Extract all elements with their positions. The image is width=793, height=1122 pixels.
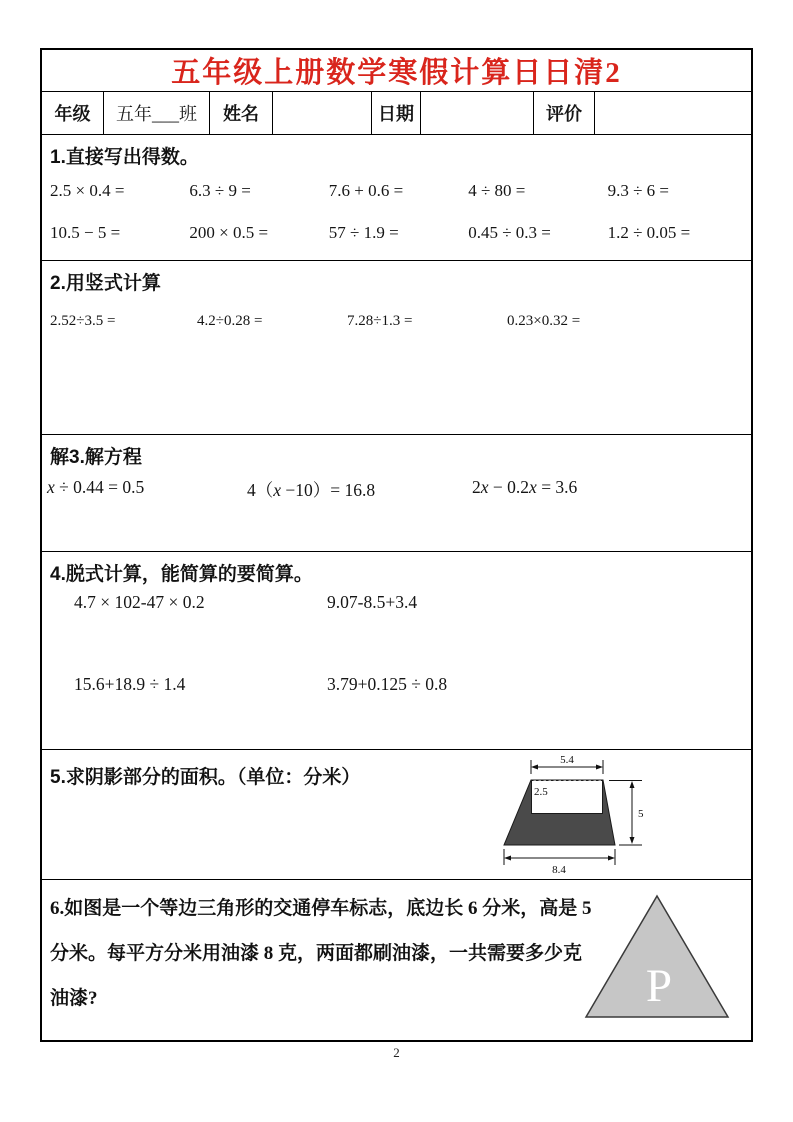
top-width-label: 5.4: [560, 754, 574, 766]
eval-label-cell: [534, 92, 595, 134]
name-label: 姓名: [223, 104, 259, 124]
page-title: 五年级上册数学寒假计算日日清2: [171, 57, 622, 89]
problem-item: 9.07-8.5+3.4: [327, 592, 418, 612]
date-label-cell: [372, 92, 421, 134]
problem-item: 9.3 ÷ 6 =: [607, 181, 670, 200]
section-4-step-calc: [42, 552, 751, 750]
problem-item: 7.6 + 0.6 =: [328, 181, 404, 200]
date-value-cell: [421, 92, 534, 134]
section-5-shaded-area: [42, 750, 751, 880]
height-label: 5: [638, 808, 644, 820]
title-row: [42, 50, 751, 92]
problem-text-line: 6.如图是一个等边三角形的交通停车标志，底边长 6 分米，高是 5: [50, 898, 592, 919]
grade-label: 年级: [54, 104, 91, 124]
info-header-row: [42, 92, 751, 135]
section-4-row-1: [74, 592, 417, 613]
section-3-heading: 解3.解方程: [50, 447, 142, 468]
worksheet-table: [40, 48, 753, 1042]
problem-item: 0.23×0.32 =: [507, 313, 581, 329]
equation-item: 4（x −10）= 16.8: [247, 480, 376, 500]
parking-sign-triangle-figure: [582, 892, 734, 1022]
inner-height-label: 2.5: [534, 786, 548, 798]
problem-item: 10.5 − 5 =: [50, 223, 121, 242]
section-1-row-2: [50, 223, 747, 243]
section-1-heading: 1.直接写出得数。: [50, 147, 199, 168]
section-4-heading: 4.脱式计算，能简算的要简算。: [50, 564, 313, 585]
date-label: 日期: [378, 104, 414, 124]
problem-item: 200 × 0.5 =: [189, 223, 269, 242]
problem-item: 6.3 ÷ 9 =: [189, 181, 251, 200]
section-3-equations: [42, 435, 751, 552]
problem-item: 0.45 ÷ 0.3 =: [468, 223, 551, 242]
problem-item: 15.6+18.9 ÷ 1.4: [74, 674, 186, 694]
problem-item: 57 ÷ 1.9 =: [328, 223, 399, 242]
name-value-cell: [273, 92, 372, 134]
eval-value-cell: [595, 92, 751, 134]
problem-item: 2.52÷3.5 =: [50, 313, 116, 329]
section-1-mental-math: [42, 135, 751, 261]
grade-value-cell: [104, 92, 210, 134]
problem-text-line: 分米。每平方分米用油漆 8 克，两面都刷油漆，一共需要多少克: [50, 943, 583, 964]
problem-text-line: 油漆?: [50, 988, 98, 1009]
equation-item: 2x − 0.2x = 3.6: [472, 477, 578, 497]
page-number: 2: [393, 1045, 400, 1060]
section-2-column-calc: [42, 261, 751, 435]
name-label-cell: [210, 92, 273, 134]
bottom-width-label: 8.4: [552, 864, 566, 876]
problem-item: 2.5 × 0.4 =: [50, 181, 125, 200]
problem-item: 4.7 × 102-47 × 0.2: [74, 592, 205, 612]
section-2-heading: 2.用竖式计算: [50, 273, 161, 294]
section-6-word-problem: [42, 880, 751, 1040]
section-1-row-1: [50, 181, 747, 201]
triangle-letter: P: [645, 960, 673, 1012]
grade-value: 五年___班: [116, 104, 197, 124]
eval-label: 评价: [546, 104, 582, 124]
section-3-problems: [47, 477, 577, 502]
section-6-text: [50, 886, 598, 1021]
section-4-row-2: [74, 674, 447, 695]
section-5-heading: 5.求阴影部分的面积。（单位：分米）: [50, 767, 361, 788]
problem-item: 4 ÷ 80 =: [468, 181, 526, 200]
problem-item: 4.2÷0.28 =: [197, 313, 263, 329]
grade-label-cell: [42, 92, 104, 134]
shaded-trapezoid-figure: [497, 752, 667, 878]
section-2-problems: [50, 313, 580, 330]
problem-item: 3.79+0.125 ÷ 0.8: [327, 674, 448, 694]
equation-item: x ÷ 0.44 = 0.5: [47, 477, 145, 497]
problem-item: 1.2 ÷ 0.05 =: [607, 223, 691, 242]
problem-item: 7.28÷1.3 =: [347, 313, 413, 329]
